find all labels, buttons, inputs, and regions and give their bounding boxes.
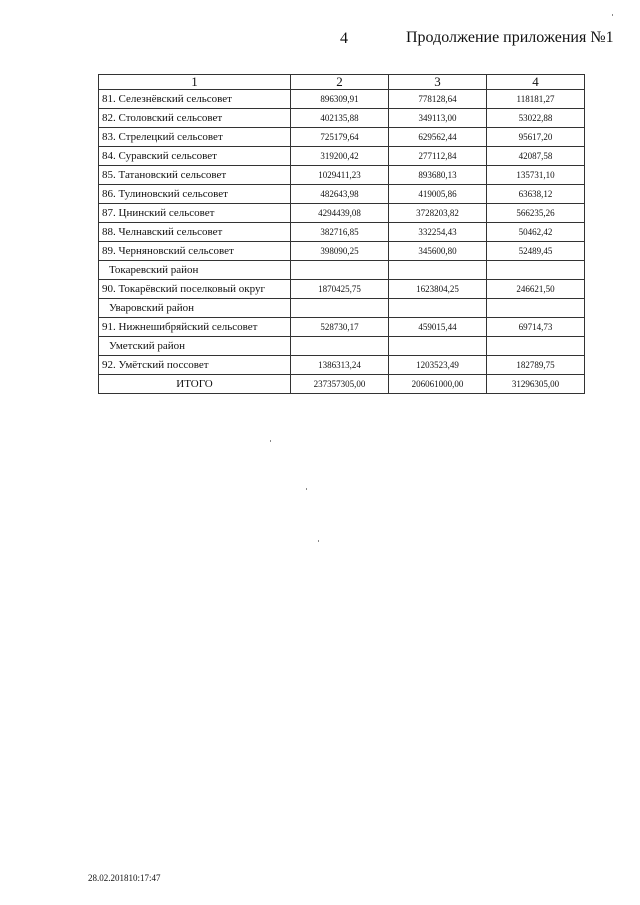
value-cell: 3728203,82 bbox=[389, 204, 487, 223]
value-cell: 50462,42 bbox=[487, 223, 585, 242]
scan-speck bbox=[306, 488, 307, 490]
table-row bbox=[99, 223, 585, 242]
total-row bbox=[99, 375, 585, 394]
value-cell: 778128,64 bbox=[389, 90, 487, 109]
empty-cell bbox=[389, 337, 487, 356]
value-cell: 1623804,25 bbox=[389, 280, 487, 299]
value-cell: 382716,85 bbox=[291, 223, 389, 242]
total-label-cell: ИТОГО bbox=[99, 375, 291, 394]
value-cell: 402135,88 bbox=[291, 109, 389, 128]
table-row bbox=[99, 204, 585, 223]
footer-timestamp: 28.02.201810:17:47 bbox=[88, 873, 161, 883]
settlement-name-cell: 86. Тулиновский сельсовет bbox=[99, 185, 291, 204]
table-header-row bbox=[99, 75, 585, 90]
value-cell: 419005,86 bbox=[389, 185, 487, 204]
district-row bbox=[99, 299, 585, 318]
scan-speck bbox=[318, 540, 319, 542]
page-heading: Продолжение приложения №1 bbox=[406, 29, 614, 46]
table-row bbox=[99, 147, 585, 166]
value-cell: 893680,13 bbox=[389, 166, 487, 185]
settlement-name-cell: 84. Суравский сельсовет bbox=[99, 147, 291, 166]
settlement-name-cell: 88. Челнавский сельсовет bbox=[99, 223, 291, 242]
value-cell: 4294439,08 bbox=[291, 204, 389, 223]
value-cell: 63638,12 bbox=[487, 185, 585, 204]
value-cell: 42087,58 bbox=[487, 147, 585, 166]
value-cell: 69714,73 bbox=[487, 318, 585, 337]
value-cell: 1029411,23 bbox=[291, 166, 389, 185]
settlement-name-cell: 81. Селезнёвский сельсовет bbox=[99, 90, 291, 109]
table-row bbox=[99, 318, 585, 337]
settlement-name-cell: 87. Цнинский сельсовет bbox=[99, 204, 291, 223]
district-row bbox=[99, 337, 585, 356]
empty-cell bbox=[487, 299, 585, 318]
value-cell: 459015,44 bbox=[389, 318, 487, 337]
value-cell: 319200,42 bbox=[291, 147, 389, 166]
settlement-name-cell: 90. Токарёвский поселковый округ bbox=[99, 280, 291, 299]
settlement-name-cell: 85. Татановский сельсовет bbox=[99, 166, 291, 185]
appendix-table bbox=[98, 74, 585, 394]
settlement-name-cell: 92. Умётский поссовет bbox=[99, 356, 291, 375]
column-header: 4 bbox=[487, 75, 585, 90]
empty-cell bbox=[487, 337, 585, 356]
value-cell: 566235,26 bbox=[487, 204, 585, 223]
table-row bbox=[99, 280, 585, 299]
value-cell: 31296305,00 bbox=[487, 375, 585, 394]
empty-cell bbox=[389, 299, 487, 318]
empty-cell bbox=[291, 299, 389, 318]
empty-cell bbox=[487, 261, 585, 280]
value-cell: 629562,44 bbox=[389, 128, 487, 147]
value-cell: 349113,00 bbox=[389, 109, 487, 128]
value-cell: 725179,64 bbox=[291, 128, 389, 147]
value-cell: 95617,20 bbox=[487, 128, 585, 147]
settlement-name-cell: 82. Столовский сельсовет bbox=[99, 109, 291, 128]
settlement-name-cell: 83. Стрелецкий сельсовет bbox=[99, 128, 291, 147]
value-cell: 1203523,49 bbox=[389, 356, 487, 375]
empty-cell bbox=[291, 337, 389, 356]
value-cell: 52489,45 bbox=[487, 242, 585, 261]
value-cell: 206061000,00 bbox=[389, 375, 487, 394]
value-cell: 1386313,24 bbox=[291, 356, 389, 375]
table-row bbox=[99, 109, 585, 128]
table-row bbox=[99, 356, 585, 375]
column-header: 1 bbox=[99, 75, 291, 90]
settlement-name-cell: 89. Черняновский сельсовет bbox=[99, 242, 291, 261]
district-name-cell: Токаревский район bbox=[99, 261, 291, 280]
value-cell: 482643,98 bbox=[291, 185, 389, 204]
value-cell: 182789,75 bbox=[487, 356, 585, 375]
value-cell: 1870425,75 bbox=[291, 280, 389, 299]
empty-cell bbox=[389, 261, 487, 280]
scan-speck bbox=[612, 14, 613, 16]
value-cell: 528730,17 bbox=[291, 318, 389, 337]
value-cell: 118181,27 bbox=[487, 90, 585, 109]
value-cell: 332254,43 bbox=[389, 223, 487, 242]
value-cell: 246621,50 bbox=[487, 280, 585, 299]
column-header: 3 bbox=[389, 75, 487, 90]
value-cell: 53022,88 bbox=[487, 109, 585, 128]
table-row bbox=[99, 90, 585, 109]
table-row bbox=[99, 185, 585, 204]
page-number: 4 bbox=[340, 30, 348, 47]
settlement-name-cell: 91. Нижнешибряйский сельсовет bbox=[99, 318, 291, 337]
district-row bbox=[99, 261, 585, 280]
value-cell: 896309,91 bbox=[291, 90, 389, 109]
value-cell: 135731,10 bbox=[487, 166, 585, 185]
table-row bbox=[99, 242, 585, 261]
table-body bbox=[99, 90, 585, 394]
table-row bbox=[99, 128, 585, 147]
scan-speck bbox=[270, 440, 271, 442]
district-name-cell: Уметский район bbox=[99, 337, 291, 356]
value-cell: 237357305,00 bbox=[291, 375, 389, 394]
district-name-cell: Уваровский район bbox=[99, 299, 291, 318]
empty-cell bbox=[291, 261, 389, 280]
value-cell: 345600,80 bbox=[389, 242, 487, 261]
column-header: 2 bbox=[291, 75, 389, 90]
value-cell: 398090,25 bbox=[291, 242, 389, 261]
table-row bbox=[99, 166, 585, 185]
value-cell: 277112,84 bbox=[389, 147, 487, 166]
